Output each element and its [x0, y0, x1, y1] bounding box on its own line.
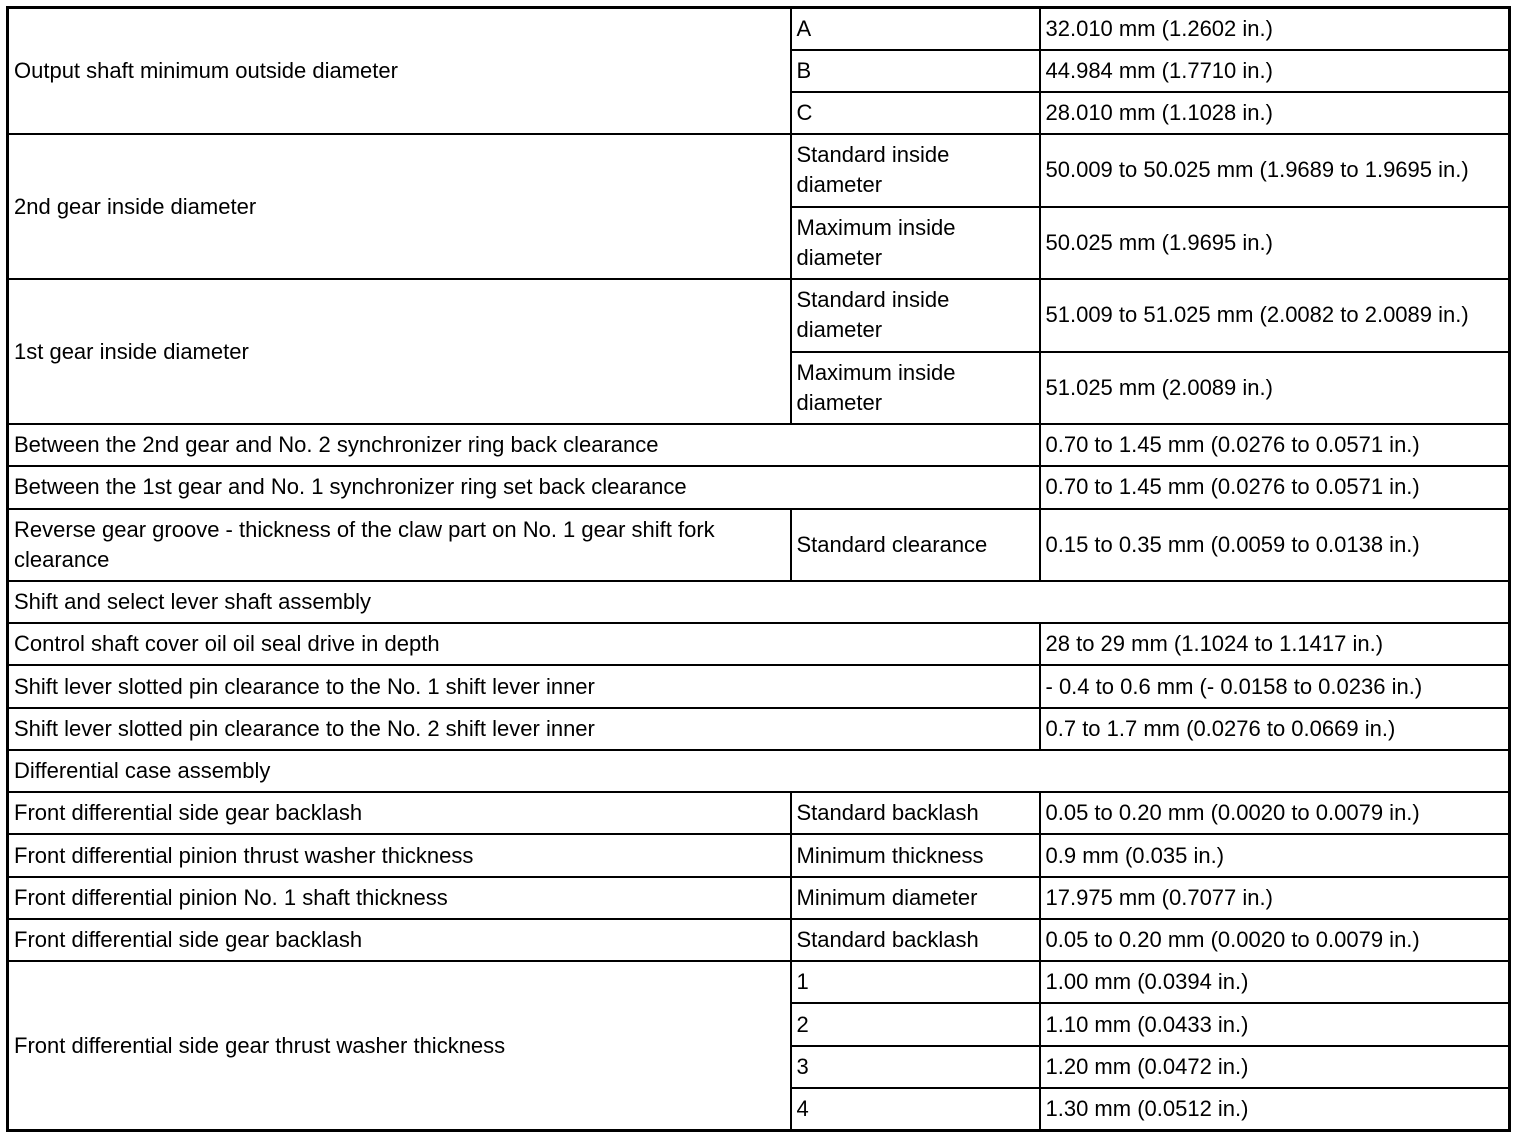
table-row [8, 8, 1510, 50]
table-row [8, 279, 1510, 351]
row-value: 28 to 29 mm (1.1024 to 1.1417 in.) [1040, 623, 1510, 665]
row-value: 0.05 to 0.20 mm (0.0020 to 0.0079 in.) [1040, 919, 1510, 961]
row-label: Control shaft cover oil oil seal drive in depth [8, 623, 1040, 665]
row-label: Front differential pinion No. 1 shaft thickness [8, 877, 791, 919]
row-key: Standard backlash [791, 919, 1040, 961]
section-heading: Differential case assembly [8, 750, 1510, 792]
row-label: Front differential side gear backlash [8, 919, 791, 961]
row-value: 1.00 mm (0.0394 in.) [1040, 961, 1510, 1003]
table-row [8, 708, 1510, 750]
table-row [8, 509, 1510, 581]
row-key: A [791, 8, 1040, 50]
row-label: Shift lever slotted pin clearance to the No. 1 shift lever inner [8, 665, 1040, 707]
row-value: 0.9 mm (0.035 in.) [1040, 834, 1510, 876]
row-value: 17.975 mm (0.7077 in.) [1040, 877, 1510, 919]
row-key: Standard backlash [791, 792, 1040, 834]
row-key: Maximum inside diameter [791, 352, 1040, 424]
row-key: Minimum thickness [791, 834, 1040, 876]
row-key: Standard clearance [791, 509, 1040, 581]
row-value: 0.15 to 0.35 mm (0.0059 to 0.0138 in.) [1040, 509, 1510, 581]
row-label: Front differential side gear backlash [8, 792, 791, 834]
row-value: 32.010 mm (1.2602 in.) [1040, 8, 1510, 50]
row-value: 1.30 mm (0.0512 in.) [1040, 1088, 1510, 1131]
row-label: Reverse gear groove - thickness of the claw part on No. 1 gear shift fork clearance [8, 509, 791, 581]
table-row [8, 961, 1510, 1003]
row-key: B [791, 50, 1040, 92]
row-key: Maximum inside diameter [791, 207, 1040, 279]
row-key: 3 [791, 1046, 1040, 1088]
row-label: Between the 2nd gear and No. 2 synchronizer ring back clearance [8, 424, 1040, 466]
row-label: Shift lever slotted pin clearance to the No. 2 shift lever inner [8, 708, 1040, 750]
row-value: 1.10 mm (0.0433 in.) [1040, 1003, 1510, 1045]
table-row [8, 466, 1510, 508]
row-value: - 0.4 to 0.6 mm (- 0.0158 to 0.0236 in.) [1040, 665, 1510, 707]
table-row [8, 919, 1510, 961]
row-label: 1st gear inside diameter [8, 279, 791, 424]
table-row [8, 877, 1510, 919]
row-value: 0.7 to 1.7 mm (0.0276 to 0.0669 in.) [1040, 708, 1510, 750]
section-row [8, 581, 1510, 623]
row-key: 2 [791, 1003, 1040, 1045]
table-row [8, 623, 1510, 665]
row-label: 2nd gear inside diameter [8, 134, 791, 279]
row-value: 1.20 mm (0.0472 in.) [1040, 1046, 1510, 1088]
row-value: 51.025 mm (2.0089 in.) [1040, 352, 1510, 424]
row-key: Minimum diameter [791, 877, 1040, 919]
row-value: 44.984 mm (1.7710 in.) [1040, 50, 1510, 92]
spec-table [6, 6, 1511, 1132]
row-label: Output shaft minimum outside diameter [8, 8, 791, 135]
row-value: 50.025 mm (1.9695 in.) [1040, 207, 1510, 279]
table-row [8, 134, 1510, 206]
row-value: 50.009 to 50.025 mm (1.9689 to 1.9695 in.) [1040, 134, 1510, 206]
row-key: 4 [791, 1088, 1040, 1131]
row-value: 28.010 mm (1.1028 in.) [1040, 92, 1510, 134]
row-value: 0.70 to 1.45 mm (0.0276 to 0.0571 in.) [1040, 466, 1510, 508]
row-value: 0.05 to 0.20 mm (0.0020 to 0.0079 in.) [1040, 792, 1510, 834]
section-heading: Shift and select lever shaft assembly [8, 581, 1510, 623]
row-value: 51.009 to 51.025 mm (2.0082 to 2.0089 in.) [1040, 279, 1510, 351]
section-row [8, 750, 1510, 792]
row-key: C [791, 92, 1040, 134]
row-key: Standard inside diameter [791, 279, 1040, 351]
row-label: Front differential pinion thrust washer thickness [8, 834, 791, 876]
table-row [8, 792, 1510, 834]
row-key: Standard inside diameter [791, 134, 1040, 206]
table-row [8, 834, 1510, 876]
row-label: Front differential side gear thrust washer thickness [8, 961, 791, 1130]
row-value: 0.70 to 1.45 mm (0.0276 to 0.0571 in.) [1040, 424, 1510, 466]
row-key: 1 [791, 961, 1040, 1003]
row-label: Between the 1st gear and No. 1 synchronizer ring set back clearance [8, 466, 1040, 508]
table-row [8, 424, 1510, 466]
table-row [8, 665, 1510, 707]
